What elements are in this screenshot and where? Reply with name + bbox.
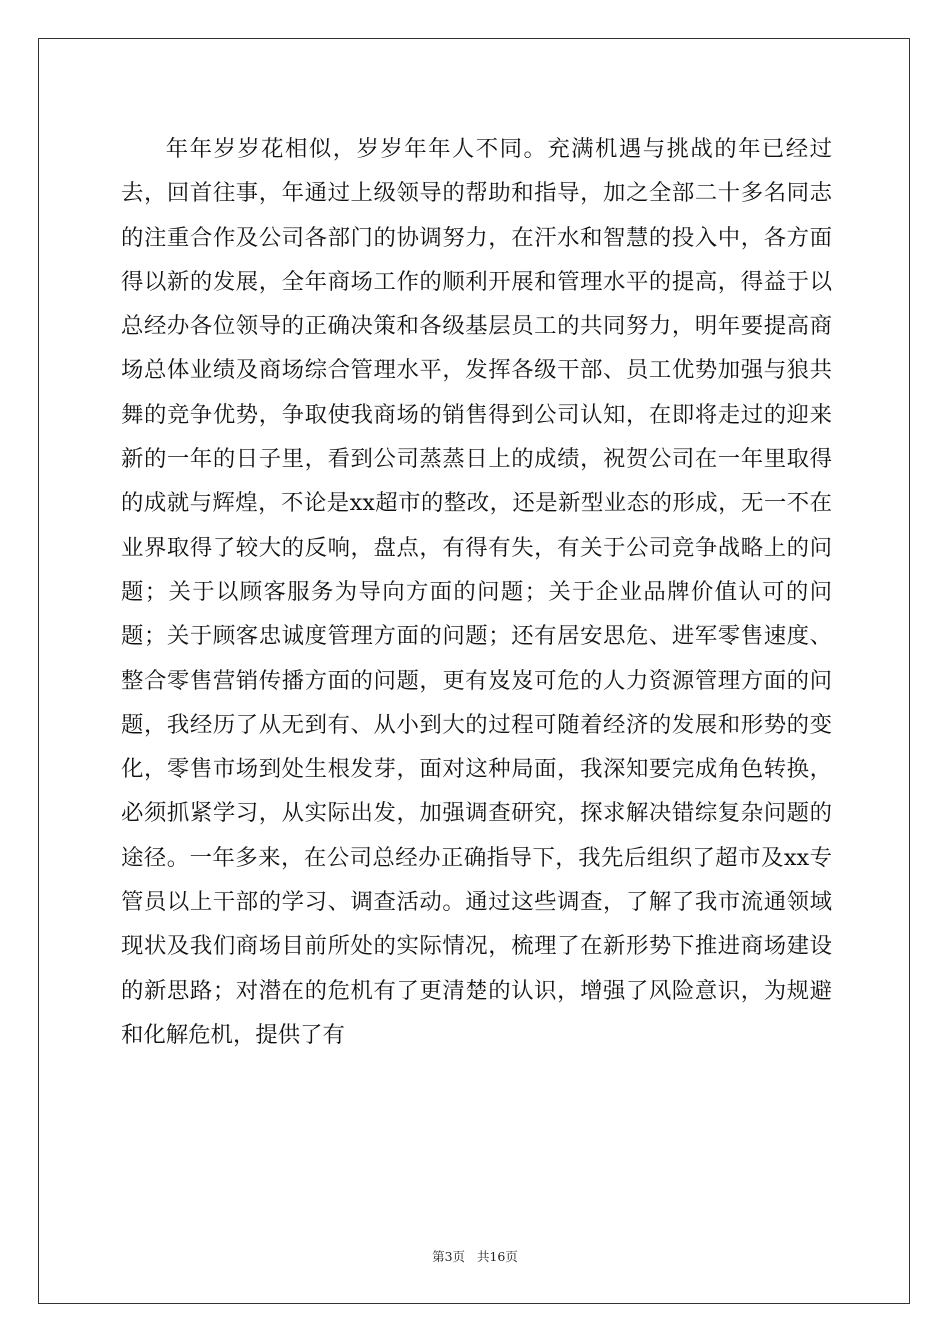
body-paragraph: 年年岁岁花相似，岁岁年年人不同。充满机遇与挑战的年已经过去，回首往事，年通过上级领导的帮助和指导，加之全部二十多名同志的注重合作及公司各部门的协调努力，在汗水和智慧的投入中，各方面得以新的发展，全年商场工作的顺利开展和管理水平的提高，得益于以总经办各位领导的正确决策和各级基层员工的共同努力，明年要提高商场总体业绩及商场综合管理水平，发挥各级干部、员工优势加强与狼共舞的竞争优势，争取使我商场的销售得到公司认知，在即将走过的迎来新的一年的日子里，看到公司蒸蒸日上的成绩，祝贺公司在一年里取得的成就与辉煌，不论是xx超市的整改，还是新型业态的形成，无一不在业界取得了较大的反响，盘点，有得有失，有关于公司竞争战略上的问题；关于以顾客服务为导向方面的问题；关于企业品牌价值认可的问题；关于顾客忠诚度管理方面的问题；还有居安思危、进军零售速度、整合零售营销传播方面的问题，更有岌岌可危的人力资源管理方面的问题，我经历了从无到有、从小到大的过程可随着经济的发展和形势的变化，零售市场到处生根发芽，面对这种局面，我深知要完成角色转换，必须抓紧学习，从实际出发，加强调查研究，探求解决错综复杂问题的途径。一年多来，在公司总经办正确指导下，我先后组织了超市及xx专管员以上干部的学习、调查活动。通过这些调查，了解了我市流通领域现状及我们商场目前所处的实际情况，梳理了在新形势下推进商场建设的新思路；对潜在的危机有了更清楚的认识，增强了风险意识，为规避和化解危机，提供了有 (121, 136, 832, 1048)
page-number-footer: 第3页 共16页 (432, 1249, 518, 1264)
